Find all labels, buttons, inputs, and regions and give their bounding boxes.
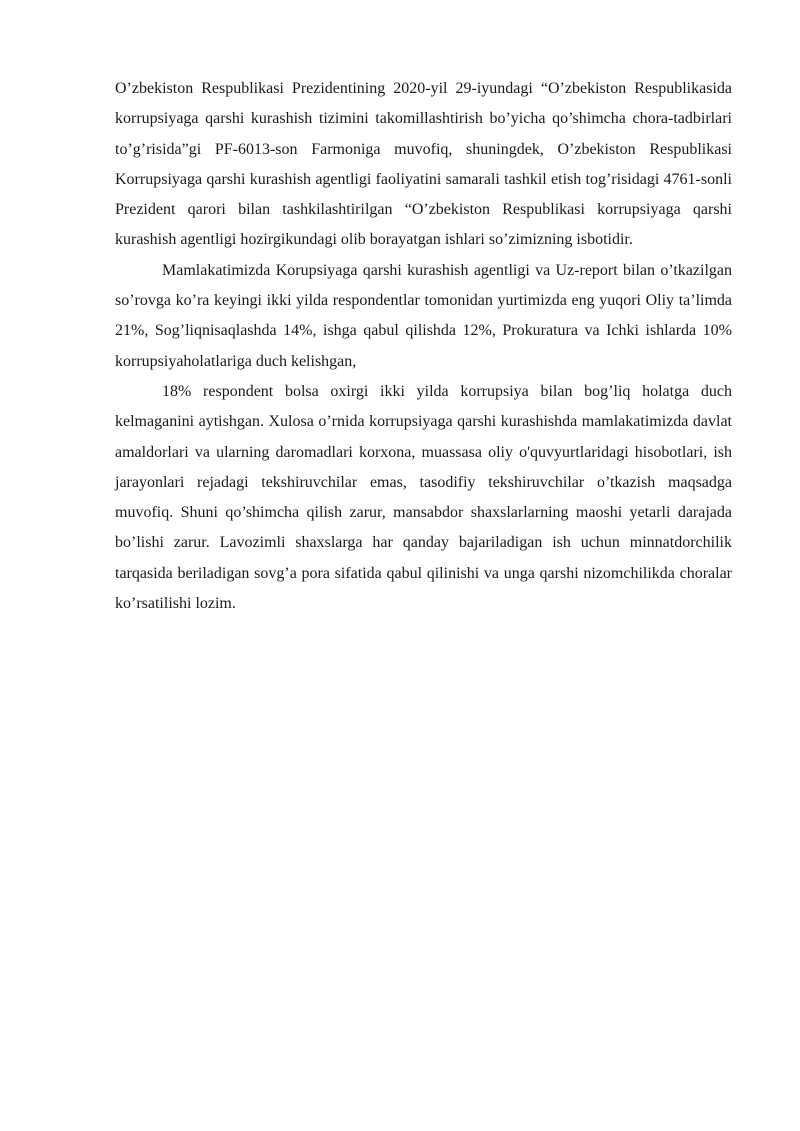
paragraph-conclusion: 18% respondent bolsa oxirgi ikki yilda korrupsiya bilan bog’liq holatga duch kelmaganini aytishgan. Xulosa o’rnida korrupsiyaga qarshi kurashishda mamlakatimizda davlat amaldorlari va ularning daromadlari korxona, muassasa oliy o'quvyurtlaridagi hisobotlari, ish jarayonlari rejadagi tekshiruvchilar emas, tasodifiy tekshiruvchilar o’tkazish maqsadga muvofiq. Shuni qo’shimcha qilish zarur, mansabdor shaxslarlarning maoshi yetarli darajada bo’lishi zarur. Lavozimli shaxslarga har qanday bajariladigan ish uchun minnatdorchilik tarqasida beriladigan sovg’a pora sifatida qabul qilinishi va unga qarshi nizomchilikda choralar ko’rsatilishi lozim.	[115, 382, 732, 613]
document-body	[115, 74, 732, 619]
paragraph-intro: O’zbekiston Respublikasi Prezidentining 2020-yil 29-iyundagi “O’zbekiston Respublikasida korrupsiyaga qarshi kurashish tizimini takomillashtirish bo’yicha qo’shimcha chora-tadbirlari to’g’risida”gi PF-6013-son Farmoniga muvofiq, shuningdek, O’zbekiston Respublikasi Korrupsiyaga qarshi kurashish agentligi faoliyatini samarali tashkil etish tog’risidagi 4761-sonli Prezident qarori bilan tashkilashtirilgan “O’zbekiston Respublikasi korrupsiyaga qarshi kurashish agentligi hozirgikundagi olib borayatgan ishlari so’zimizning isbotidir.	[115, 80, 732, 249]
paragraph-survey: Mamlakatimizda Korupsiyaga qarshi kurashish agentligi va Uz-report bilan o’tkazilgan so’rovga ko’ra keyingi ikki yilda respondentlar tomonidan yurtimizda eng yuqori Oliy ta’limda 21%, Sog’liqnisaqlashda 14%, ishga qabul qilishda 12%, Prokuratura va Ichki ishlarda 10% korrupsiyaholatlariga duch kelishgan,	[115, 261, 732, 370]
